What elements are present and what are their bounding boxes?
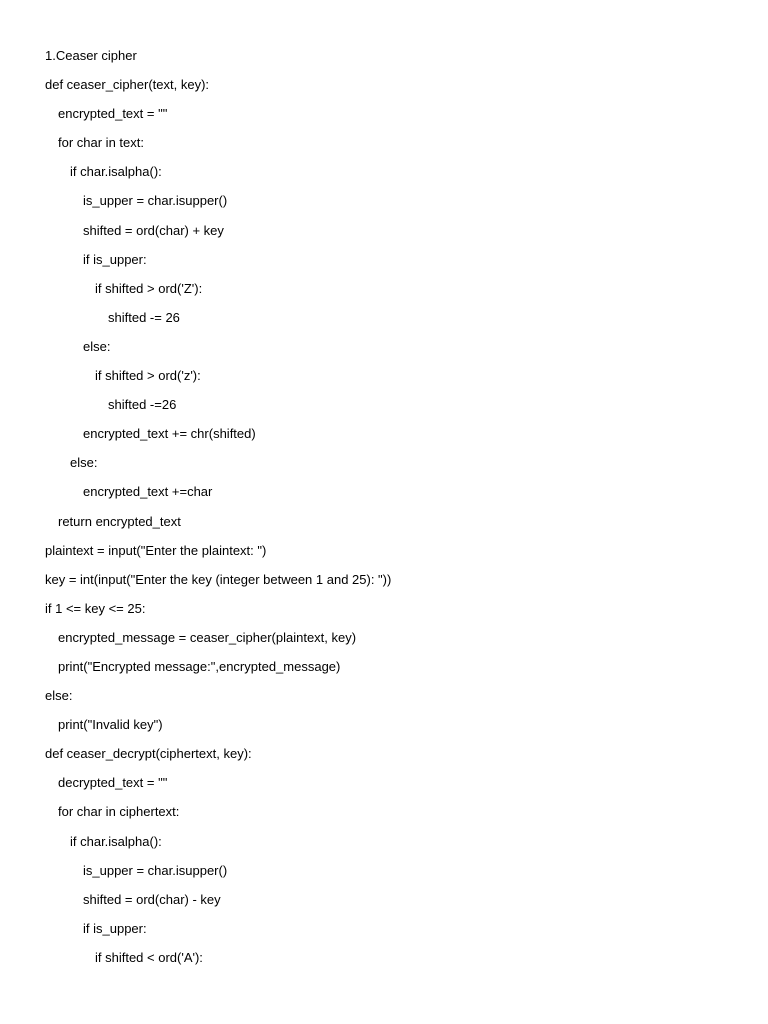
code-line: shifted -= 26 — [108, 309, 180, 325]
code-line: return encrypted_text — [58, 513, 181, 529]
code-line: if char.isalpha(): — [70, 833, 162, 849]
code-line: for char in ciphertext: — [58, 804, 180, 820]
code-line: else: — [70, 455, 98, 471]
code-line: is_upper = char.isupper() — [83, 862, 228, 878]
code-line: else: — [45, 688, 73, 704]
code-line: if shifted < ord('A'): — [95, 949, 203, 965]
code-line: def ceaser_decrypt(ciphertext, key): — [45, 746, 252, 762]
code-line: encrypted_text += chr(shifted) — [83, 426, 256, 442]
code-line: shifted = ord(char) + key — [83, 222, 224, 238]
code-line: if shifted > ord('Z'): — [95, 280, 203, 296]
code-line: if is_upper: — [83, 251, 147, 267]
code-line: encrypted_text = "" — [58, 106, 168, 122]
code-line: if 1 <= key <= 25: — [45, 600, 146, 616]
code-line: key = int(input("Enter the key (integer between 1 and 25): ")) — [45, 571, 392, 587]
code-line: print("Invalid key") — [58, 717, 163, 733]
code-line: print("Encrypted message:",encrypted_message) — [58, 658, 341, 674]
code-line: if shifted > ord('z'): — [95, 368, 201, 384]
code-document — [45, 46, 735, 977]
code-line: plaintext = input("Enter the plaintext: ") — [45, 542, 267, 558]
code-line: shifted = ord(char) - key — [83, 891, 221, 907]
code-line: encrypted_message = ceaser_cipher(plaintext, key) — [58, 629, 357, 645]
document-heading: 1.Ceaser cipher — [45, 48, 137, 63]
code-line: def ceaser_cipher(text, key): — [45, 77, 210, 93]
code-line: if is_upper: — [83, 920, 147, 936]
code-line: encrypted_text +=char — [83, 484, 213, 500]
code-line: shifted -=26 — [108, 397, 177, 413]
code-line: if char.isalpha(): — [70, 164, 162, 180]
code-line: else: — [83, 338, 111, 354]
code-line: is_upper = char.isupper() — [83, 193, 228, 209]
code-line: for char in text: — [58, 135, 144, 151]
code-line: decrypted_text = "" — [58, 775, 168, 791]
